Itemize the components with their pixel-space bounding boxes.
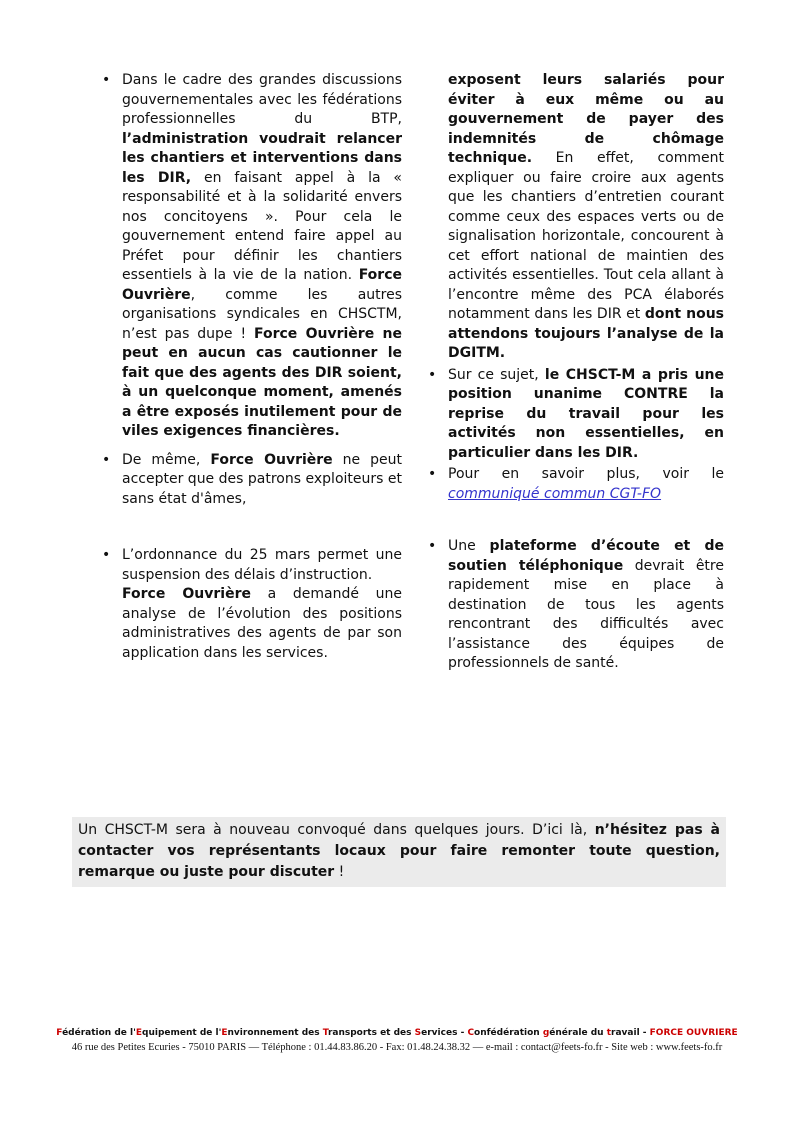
- paragraph: [448, 537, 724, 674]
- text-run: édération de l': [62, 1028, 136, 1038]
- bullet-item: [426, 465, 724, 504]
- bullet-item: [100, 546, 402, 663]
- text-run: Pour en savoir plus, voir le: [448, 466, 724, 482]
- highlight-paragraph: [78, 820, 720, 883]
- left-column: [100, 71, 402, 674]
- text-run: quipement de l': [142, 1028, 222, 1038]
- right-column: [426, 71, 724, 674]
- text-run: S: [414, 1028, 422, 1038]
- bullet-marker: •: [428, 466, 437, 482]
- text-run: dont nous attendons toujours l’analyse de la DGITM.: [448, 306, 724, 361]
- text-run: F: [56, 1028, 63, 1038]
- bullet-item: [100, 71, 402, 442]
- footer-org-line: [0, 1027, 794, 1040]
- text-run: ravail -: [611, 1028, 650, 1038]
- text-run: Force Ouvrière: [210, 451, 333, 468]
- text-run: l’administration voudrait relancer les chantiers et interventions dans les DIR,: [122, 130, 402, 186]
- two-column-body: [100, 71, 724, 674]
- text-run: énérale du: [549, 1028, 607, 1038]
- footer-address-line: 46 rue des Petites Ecuries - 75010 PARIS — Téléphone : 01.44.83.86.20 - Fax: 01.48.24.38.32 — e-mail : contact@feets-fo.fr - Site web : www.feets-fo.fr: [71, 1042, 723, 1053]
- bullet-marker: •: [102, 451, 111, 468]
- bullet-marker: •: [102, 72, 111, 88]
- text-run: le CHSCT-M a pris une position unanime CONTRE la reprise du travail pour les activités non essentielles, en particulier dans les DIR.: [448, 366, 724, 461]
- text-run: ne peut accepter que des patrons exploiteurs et sans état d'âmes,: [122, 451, 403, 507]
- bullet-marker: •: [102, 547, 111, 563]
- paragraph: [122, 546, 402, 585]
- text-run: Force Ouvrière ne peut en aucun cas cautionner le fait que des agents des DIR soient, à un quelconque moment, amenés a être exposés inutilement pour de viles exigences financières.: [122, 325, 402, 439]
- text-run: De même,: [122, 451, 211, 468]
- highlight-note: [72, 817, 726, 887]
- text-run: nvironnement des: [227, 1028, 323, 1038]
- text-run: L’ordonnance du 25 mars permet une suspension des délais d’instruction.: [122, 547, 402, 583]
- paragraph: [122, 451, 402, 510]
- text-run: C: [467, 1028, 475, 1038]
- text-run: T: [322, 1028, 328, 1038]
- text-run: t: [606, 1028, 612, 1038]
- paragraph: [448, 366, 724, 464]
- text-run: , comme les autres organisations syndicales en CHSCTM, n’est pas dupe !: [122, 286, 402, 342]
- paragraph: [448, 465, 724, 504]
- text-run: en faisant appel à la « responsabilité et à la solidarité envers nos concitoyens ». Pour cela le gouvernement entend faire appel au Préfet pour définir les chantiers essentiels à la vie de la nation.: [122, 169, 402, 283]
- paragraph: [122, 71, 402, 442]
- text-run: E: [221, 1028, 228, 1038]
- text-run: Force Ouvrière: [122, 267, 402, 303]
- bullet-marker: •: [428, 538, 437, 554]
- text-run: FORCE OUVRIERE: [649, 1028, 738, 1038]
- text-run: g: [542, 1028, 550, 1038]
- text-run: ransports et des: [327, 1028, 415, 1038]
- text-run: E: [135, 1028, 143, 1038]
- bullet-item: [100, 451, 402, 510]
- bullet-item: [426, 366, 724, 464]
- paragraph: [448, 71, 724, 364]
- text-run: devrait être rapidement mise en place à destination de tous les agents rencontrant des difficultés avec l’assistance des équipes de professionnels de santé.: [448, 557, 724, 671]
- cgt-fo-communique-link[interactable]: communiqué commun CGT-FO: [448, 485, 662, 502]
- footer: [0, 1027, 794, 1054]
- text-run: a demandé une analyse de l’évolution des positions administratives des agents de par son application dans les services.: [122, 586, 402, 661]
- text-run: !: [334, 864, 345, 880]
- paragraph: [122, 585, 402, 663]
- text-run: Dans le cadre des grandes discussions gouvernementales avec les fédérations professionnelles du BTP,: [122, 72, 402, 127]
- text-run: exposent leurs salariés pour éviter à eux même ou au gouvernement de payer des indemnités de chômage technique.: [448, 72, 724, 166]
- text-run: Force Ouvrière: [122, 586, 251, 602]
- text-run: ervices -: [421, 1028, 468, 1038]
- bullet-item: [426, 537, 724, 674]
- text-run: En effet, comment expliquer ou faire croire aux agents que les chantiers d’entretien courant comme ceux des espaces verts ou de signalisation horizontale, concourent à cet effort national de maintien des activités essentielles. Tout cela allant à l’encontre même des PCA élaborés notamment dans les DIR et: [448, 150, 724, 322]
- bullet-marker: •: [428, 366, 437, 383]
- text-run: n’hésitez pas à contacter vos représentants locaux pour faire remonter toute question, remarque ou juste pour discuter: [78, 822, 721, 880]
- text-run: Un CHSCT-M sera à nouveau convoqué dans quelques jours. D’ici là,: [78, 822, 595, 838]
- text-run: onfédération: [474, 1028, 543, 1038]
- text-run: Une: [448, 538, 490, 554]
- text-run: plateforme d’écoute et de soutien téléphonique: [448, 538, 724, 574]
- text-run: Sur ce sujet,: [448, 366, 545, 383]
- continuation-paragraph: [426, 71, 724, 364]
